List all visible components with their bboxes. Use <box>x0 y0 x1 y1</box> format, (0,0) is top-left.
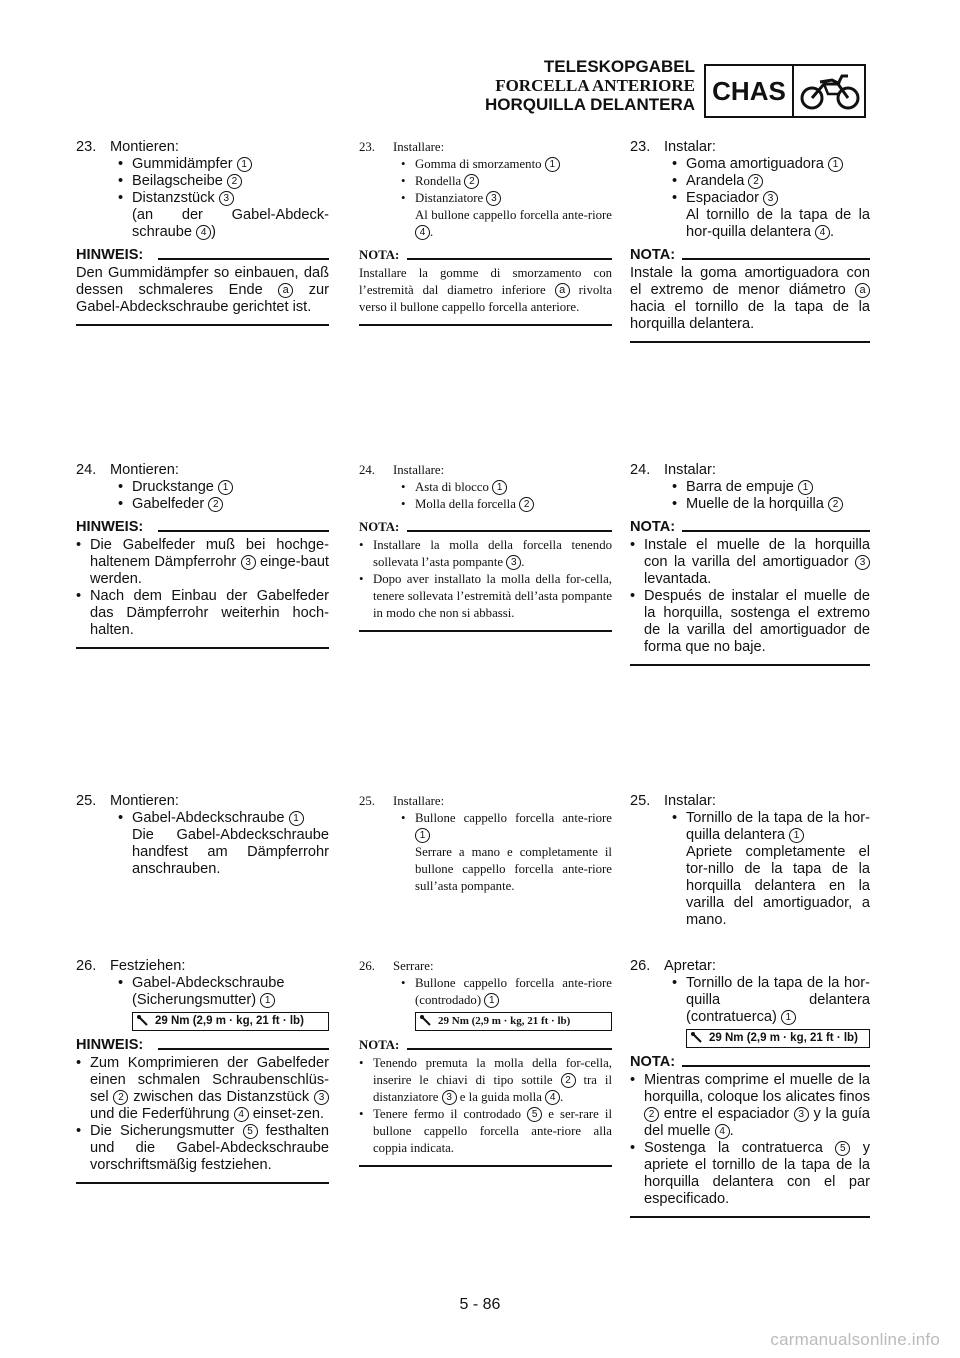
motorcycle-icon <box>798 70 862 112</box>
section-code: CHAS <box>712 76 786 106</box>
page-number: 5 - 86 <box>459 1296 501 1313</box>
note-end-rule <box>76 324 329 326</box>
step-26-de: 26. Festziehen: • Gabel-Abdeckschraube (Sicherungsmutter) 1 29 Nm (2,9 m · kg, 21 ft · lb) HINWEIS: • Zum Komprimieren der Gabelfeder einen schmalen Schraubenschlüs-sel 2 zwischen das Distanzstück 3 und die Federführung 4 einset-zen. • Die Sicherungsmutter 5 festhalten und die Gabel-Abdeckschraube vorschriftsmäßig festziehen. <box>76 958 329 1184</box>
wrench-icon <box>691 1032 703 1044</box>
step-23-it: 23. Installare: • Gomma di smorzamento 1 • Rondella 2 • Distanziatore 3 Al bullone cappello forcella ante-riore 4 . NOTA: Installare la gomme di smorzamento con l’estremità dal diametro inferiore a rivolta verso il bullone cappello forcella anteriore. <box>359 139 612 326</box>
wrench-icon <box>137 1015 149 1027</box>
step-24-it: 24. Installare: • Asta di blocco 1 • Molla della forcella 2 NOTA: • Installare la molla della forcella tenendo sollevata l’asta pompante 3 . • Dopo aver installato la molla della for-cella, tenere sollevata l’estremità dell’asta pompante in modo che non si abbassi. <box>359 462 612 632</box>
torque-spec: 29 Nm (2,9 m · kg, 21 ft · lb) <box>132 1012 329 1031</box>
wrench-icon <box>420 1015 432 1027</box>
page-header-titles <box>485 58 695 113</box>
step-25-es: 25. Instalar: • Tornillo de la tapa de la hor-quilla delantera 1 Apriete completamente el tor-nillo de la tapa de la horquilla delantera en la varilla del amortiguador, a mano. <box>630 793 870 929</box>
header-title-it: FORCELLA ANTERIORE <box>495 76 695 95</box>
header-title-es: HORQUILLA DELANTERA <box>485 95 695 114</box>
badge-divider <box>792 66 794 116</box>
step-23-es: 23. Instalar: • Goma amortiguadora 1 • Arandela 2 • Espaciador 3 Al tornillo de la tapa de la hor-quilla delantera 4 . NOTA: Instale la goma amortiguadora con el extremo de menor diámetro a hacia el tornillo de la tapa de la horquilla delantera. <box>630 139 870 343</box>
section-badge <box>704 64 866 118</box>
header-title-de: TELESKOPGABEL <box>543 57 695 76</box>
step-26-it: 26. Serrare: • Bullone cappello forcella ante-riore (controdado) 1 29 Nm (2,9 m · kg, 21 ft · lb) NOTA: • Tenendo premuta la molla della for-cella, inserire le chiavi di tipo sottile 2 tra il distanziatore 3 e la guida molla 4 . • Tenere fermo il controdado 5 e ser-rare il bullone cappello forcella ante-riore alla coppia indicata. <box>359 958 612 1167</box>
step-24-de: 24. Montieren: • Druckstange 1 • Gabelfeder 2 HINWEIS: • Die Gabelfeder muß bei hochge-haltenem Dämpferrohr 3 einge-baut werden. • Nach dem Einbau der Gabelfeder das Dämpferrohr weiterhin hoch-halten. <box>76 462 329 649</box>
note-header: HINWEIS: <box>76 247 329 265</box>
torque-spec: 29 Nm (2,9 m · kg, 21 ft · lb) <box>686 1029 870 1048</box>
step-25-it: 25. Installare: • Bullone cappello forcella ante-riore 1 Serrare a mano e completamente il bullone cappello forcella ante-riore sull’asta pompante. <box>359 793 612 895</box>
site-watermark: carmanualsonline.info <box>770 1330 940 1349</box>
step-24-es: 24. Instalar: • Barra de empuje 1 • Muelle de la horquilla 2 NOTA: • Instale el muelle de la horquilla con la varilla del amortiguador 3 levantada. • Después de instalar el muelle de la horquilla, sostenga el extremo de la varilla del amortiguador de forma que no baje. <box>630 462 870 666</box>
step-26-es: 26. Apretar: • Tornillo de la tapa de la hor-quilla delantera (contratuerca) 1 29 Nm (2,9 m · kg, 21 ft · lb) NOTA: • Mientras comprime el muelle de la horquilla, coloque los alicates finos 2 entre el espaciador 3 y la guía del muelle 4 . • Sostenga la contratuerca 5 y apriete el tornillo de la tapa de la horquilla delantera con el par especificado. <box>630 958 870 1218</box>
torque-spec: 29 Nm (2,9 m · kg, 21 ft · lb) <box>415 1012 612 1031</box>
step-25-de: 25. Montieren: • Gabel-Abdeckschraube 1 Die Gabel-Abdeckschraube handfest am Dämpferrohr anschrauben. <box>76 793 329 878</box>
step-23-de: 23. Montieren: • Gummidämpfer 1 • Beilagscheibe 2 • Distanzstück 3 (an der Gabel-Abdeck- schraube 4 ) HINWEIS: Den Gummidämpfer so einbauen, daß dessen schmaleres Ende a zur Gabel-Abdeckschraube gerichtet ist. <box>76 139 329 326</box>
